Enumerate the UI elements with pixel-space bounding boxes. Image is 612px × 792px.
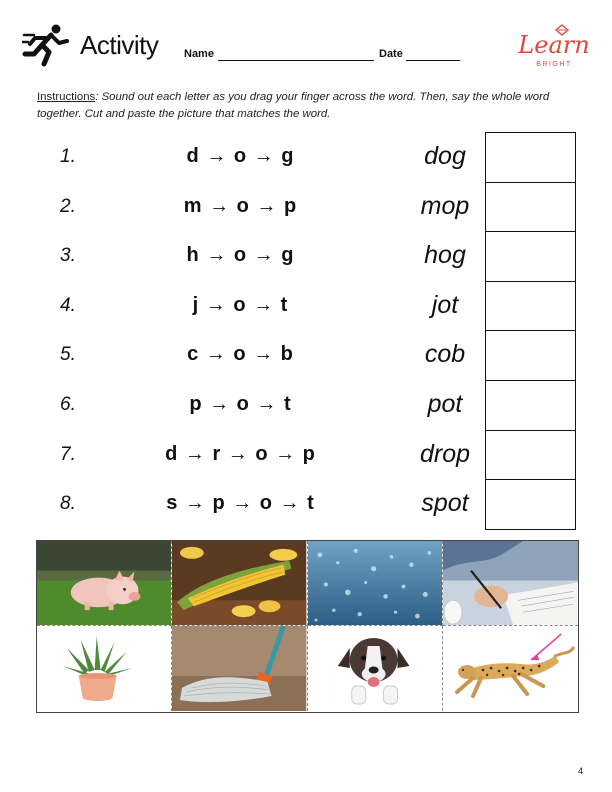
svg-text:Learn: Learn <box>518 31 590 59</box>
name-field[interactable] <box>218 48 374 61</box>
potted-plant-picture[interactable] <box>37 626 172 711</box>
paste-box[interactable] <box>485 231 576 281</box>
instructions-text: : Sound out each letter as you drag your finger across the word. Then, say the whole word together. Cut and paste the picture that matches the word. <box>37 91 550 120</box>
letter-sequence: m → o → p <box>183 194 297 217</box>
water-drops-picture[interactable] <box>308 541 443 626</box>
word-row <box>0 132 612 182</box>
letter-sequence: s → p → o → t <box>166 492 314 515</box>
row-number: 4. <box>60 294 76 316</box>
row-number: 2. <box>60 195 76 217</box>
word-row <box>0 231 612 281</box>
date-label: Date <box>379 48 403 60</box>
piglet-picture[interactable] <box>37 541 172 626</box>
running-person-icon <box>22 22 70 68</box>
row-number: 5. <box>60 344 76 366</box>
word-row <box>0 330 612 380</box>
word-row <box>0 479 612 529</box>
row-number: 1. <box>60 146 76 167</box>
paste-box[interactable] <box>485 182 576 232</box>
paste-box[interactable] <box>485 330 576 380</box>
corn-picture[interactable] <box>172 541 307 626</box>
mop-picture[interactable] <box>172 626 307 711</box>
paste-box[interactable] <box>485 132 576 182</box>
letter-sequence: h → o → g <box>186 244 294 267</box>
date-field[interactable] <box>406 48 460 61</box>
letter-sequence: d → r → o → p <box>165 442 315 465</box>
target-word: cob <box>424 340 466 369</box>
letter-sequence: c → o → b <box>187 343 293 366</box>
target-word: mop <box>420 191 470 220</box>
writing-hand-picture[interactable] <box>443 541 578 626</box>
target-word: jot <box>431 290 459 319</box>
instructions <box>37 89 582 123</box>
word-row <box>0 430 612 480</box>
letter-sequence: d → o → g <box>186 145 294 167</box>
target-word: drop <box>419 439 471 468</box>
target-word: dog <box>424 142 466 170</box>
row-number: 3. <box>60 245 76 267</box>
row-number: 8. <box>60 493 76 515</box>
learn-bright-logo <box>516 22 592 72</box>
paste-box[interactable] <box>485 380 576 430</box>
word-row <box>0 281 612 331</box>
row-number: 6. <box>60 394 76 415</box>
svg-text:BRIGHT: BRIGHT <box>536 61 572 68</box>
row-number: 7. <box>60 443 76 465</box>
page-title: Activity <box>80 30 159 60</box>
paste-box[interactable] <box>485 281 576 331</box>
target-word: hog <box>424 241 466 270</box>
name-label: Name <box>184 48 214 60</box>
target-word: spot <box>421 489 469 518</box>
letter-sequence: j → o → t <box>192 293 288 316</box>
word-row <box>0 380 612 430</box>
cheetah-picture[interactable] <box>443 626 578 711</box>
puppy-picture[interactable] <box>308 626 443 711</box>
target-word: pot <box>427 390 463 418</box>
paste-box[interactable] <box>485 479 576 530</box>
word-row <box>0 182 612 232</box>
page-number: 4 <box>578 766 584 776</box>
instructions-label: Instructions <box>37 91 96 103</box>
letter-sequence: p → o → t <box>189 393 291 415</box>
picture-cutout-grid <box>36 540 579 713</box>
paste-box[interactable] <box>485 430 576 480</box>
